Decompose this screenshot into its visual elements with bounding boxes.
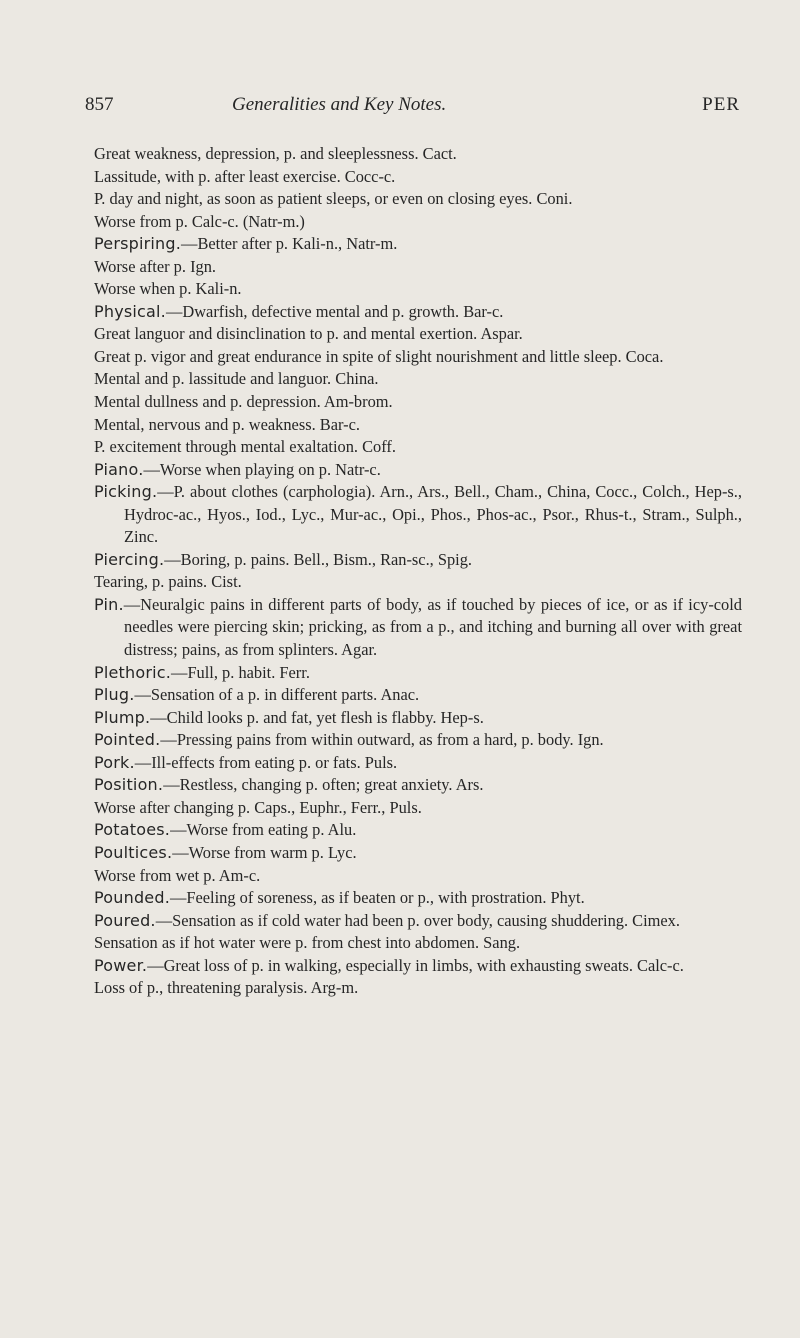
entry-text: —Full, p. habit. Ferr. — [171, 662, 310, 682]
entry-text: —Feeling of soreness, as if beaten or p., with prostration. Phyt. — [170, 888, 585, 908]
entry-headword: Plump. — [94, 707, 151, 727]
entry-text: Sensation as if hot water were p. from chest into abdomen. Sang. — [94, 933, 521, 953]
entry — [94, 865, 742, 888]
entry-text: —Boring, p. pains. Bell., Bism., Ran-sc., Spig. — [164, 549, 473, 569]
entry-text: Loss of p., threatening paralysis. Arg-m. — [94, 978, 359, 998]
entry — [94, 301, 742, 324]
entry — [94, 774, 742, 797]
entry-text: Worse from wet p. Am-c. — [94, 865, 261, 885]
entry-text: —P. about clothes (carphologia). Arn., Ars., Bell., Cham., China, Cocc., Colch., Hep-s., Hydroc-ac., Hyos., Iod., Lyc., Mur-ac., Opi., Phos., Phos-ac., Psor., Rhus-t., Stram., Sulph., Zinc. — [124, 482, 742, 547]
entry-headword: Picking. — [94, 482, 158, 502]
entry — [94, 346, 742, 369]
entry-text: Worse when p. Kali-n. — [94, 279, 242, 299]
entry-headword: Perspiring. — [94, 234, 182, 254]
entry — [94, 233, 742, 256]
entry-text: Great weakness, depression, p. and sleeplessness. Cact. — [94, 144, 457, 163]
entry-headword: Pounded. — [94, 888, 170, 908]
entry — [94, 571, 742, 594]
entry — [94, 662, 742, 685]
entry — [94, 932, 742, 955]
entry — [94, 797, 742, 820]
entry-text: P. excitement through mental exaltation. Coff. — [94, 437, 396, 457]
entry — [94, 256, 742, 279]
entry — [94, 391, 742, 414]
entry — [94, 481, 742, 549]
entry — [94, 887, 742, 910]
entry-text: Lassitude, with p. after least exercise. Cocc-c. — [94, 166, 396, 186]
entry — [94, 842, 742, 865]
entry-headword: Power. — [94, 955, 148, 975]
entry-text: Mental dullness and p. depression. Am-brom. — [94, 392, 393, 412]
running-title: Generalities and Key Notes. — [232, 94, 447, 115]
entry-headword: Poured. — [94, 910, 156, 930]
entry — [94, 436, 742, 459]
entry-headword: Piercing. — [94, 549, 165, 569]
entry-text: —Neuralgic pains in different parts of body, as if touched by pieces of ice, or as if icy-cold needles were piercing skin; pricking, as from a p., and itching and burning all over with great distress; pains, as from splinters. Agar. — [123, 594, 742, 660]
entry — [94, 459, 742, 482]
entry-text: Mental and p. lassitude and languor. China. — [94, 369, 379, 389]
entry — [94, 278, 742, 301]
running-header — [85, 94, 740, 124]
page-number: 857 — [85, 94, 114, 115]
entry — [94, 323, 742, 346]
entry — [94, 977, 742, 1000]
entry — [94, 188, 742, 211]
entry — [94, 819, 742, 842]
entry-text: —Sensation as if cold water had been p. over body, causing shuddering. Cimex. — [155, 910, 680, 930]
entry — [94, 752, 742, 775]
entry — [94, 910, 742, 933]
entry-headword: Pin. — [94, 594, 124, 614]
entry-text: —Great loss of p. in walking, especially in limbs, with exhausting sweats. Calc-c. — [147, 955, 684, 975]
entry — [94, 729, 742, 752]
entry-headword: Physical. — [94, 301, 166, 321]
entry — [94, 594, 742, 662]
entry-text: Worse after p. Ign. — [94, 256, 217, 276]
entry-list — [94, 143, 742, 1000]
section-key: PER — [702, 94, 740, 115]
entry — [94, 549, 742, 572]
entry — [94, 707, 742, 730]
entry-text: —Worse when playing on p. Natr-c. — [143, 459, 381, 479]
entry-headword: Pork. — [94, 752, 135, 772]
entry-text: —Child looks p. and fat, yet flesh is flabby. Hep-s. — [150, 707, 484, 727]
entry — [94, 211, 742, 234]
entry-text: —Restless, changing p. often; great anxiety. Ars. — [163, 775, 484, 795]
entry-text: —Dwarfish, defective mental and p. growth. Bar-c. — [165, 301, 504, 321]
entry-text: Worse after changing p. Caps., Euphr., Ferr., Puls. — [94, 797, 422, 817]
entry-text: —Sensation of a p. in different parts. Anac. — [134, 685, 420, 705]
entry-text: —Worse from eating p. Alu. — [170, 820, 357, 840]
entry — [94, 166, 742, 189]
entry — [94, 143, 742, 166]
entry-text: Tearing, p. pains. Cist. — [94, 572, 242, 592]
entry-text: Great p. vigor and great endurance in spite of slight nourishment and little sleep. Coca. — [94, 346, 664, 366]
entry-headword: Position. — [94, 775, 164, 795]
entry-text: —Ill-effects from eating p. or fats. Puls. — [134, 752, 398, 772]
entry-text: Worse from p. Calc-c. (Natr-m.) — [94, 211, 305, 231]
entry-headword: Potatoes. — [94, 820, 171, 840]
entry-text: —Pressing pains from within outward, as from a hard, p. body. Ign. — [160, 730, 604, 750]
entry-headword: Piano. — [94, 459, 144, 479]
entry — [94, 414, 742, 437]
entry-text: Great languor and disinclination to p. and mental exertion. Aspar. — [94, 324, 523, 344]
entry — [94, 368, 742, 391]
entry — [94, 955, 742, 978]
entry-text: Mental, nervous and p. weakness. Bar-c. — [94, 414, 360, 434]
entry-headword: Plethoric. — [94, 662, 172, 682]
entry-text: —Better after p. Kali-n., Natr-m. — [181, 234, 398, 254]
entry-headword: Poultices. — [94, 842, 173, 862]
entry-text: P. day and night, as soon as patient sleeps, or even on closing eyes. Coni. — [94, 189, 573, 209]
entry — [94, 684, 742, 707]
entry-headword: Pointed. — [94, 730, 161, 750]
entry-headword: Plug. — [94, 685, 135, 705]
entry-text: —Worse from warm p. Lyc. — [172, 842, 357, 862]
